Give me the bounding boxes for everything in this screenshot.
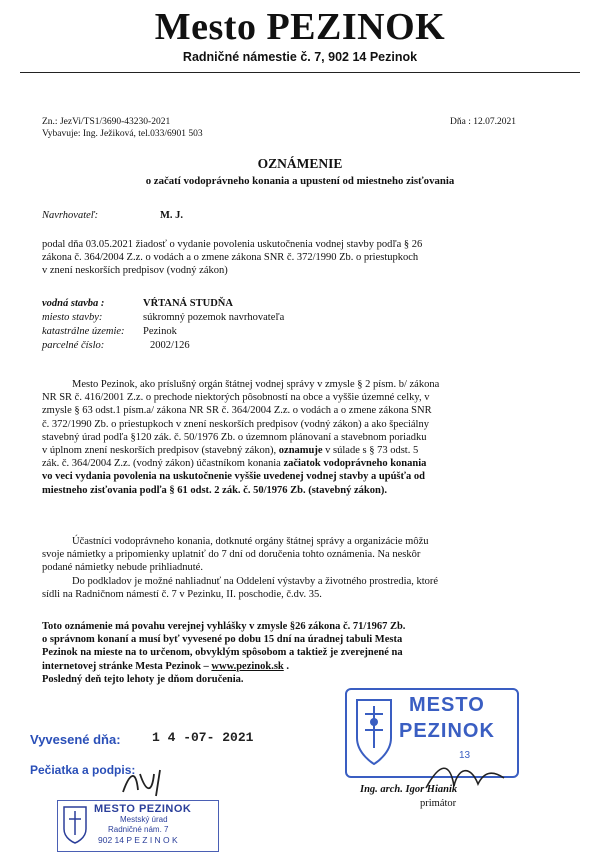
office-stamp-line1: MESTO PEZINOK [94, 803, 192, 815]
detail-value-parcel: 2002/126 [150, 340, 190, 351]
notice-subheading: o začatí vodoprávneho konania a upustení od miestneho zisťovania [145, 175, 455, 187]
detail-value-structure: VŔTANÁ STUDŇA [143, 298, 233, 309]
applicant-value: M. J. [160, 210, 184, 221]
stamp-emblem-icon [62, 805, 88, 845]
main-paragraph [42, 378, 560, 497]
participants-paragraph [42, 535, 560, 601]
stamp-signature-label: Pečiatka a podpis: [30, 763, 136, 777]
text-span: v súlade s § 73 odst. 5 [325, 445, 419, 457]
signatory-name: Ing. arch. Igor Hianik [360, 784, 458, 795]
text-line [42, 457, 560, 470]
text-line: NR SR č. 416/2001 Z.z. o prechode niektorých pôsobností na obce a vyššie územné celky, v [42, 392, 430, 404]
notice-heading: OZNÁMENIE [257, 156, 343, 171]
text-line: sídli na Radničnom námestí č. 7 v Pezinku, II. poschodie, č.dv. 35. [42, 588, 322, 600]
text-line: Toto oznámenie má povahu verejnej vyhlášky v zmysle §26 zákona č. 71/1967 Zb. [42, 621, 406, 632]
seal-line-pezinok: PEZINOK [399, 720, 495, 742]
text-line [42, 444, 560, 457]
seal-line-mesto: MESTO [409, 694, 485, 716]
intro-paragraph [42, 238, 562, 278]
text-line: zmysle § 63 odst.1 písm.a/ zákona NR SR č. 364/2004 Z.z. o vodách a o zmene zákona SNR [42, 405, 432, 417]
text-span: internetovej stránke Mesta Pezinok – [42, 660, 209, 672]
detail-label-cadastral: katastrálne územie: [42, 326, 125, 337]
header-divider [20, 72, 580, 73]
website-link[interactable]: www.pezinok.sk [211, 660, 284, 672]
detail-value-cadastral: Pezinok [143, 326, 177, 337]
text-span: . [283, 660, 290, 672]
public-notice-paragraph [42, 620, 560, 686]
detail-label-location: miesto stavby: [42, 312, 103, 323]
text-line: stavebný úrad podľa §120 zák. č. 50/1976 Zb. o územnom plánovaní a stavebnom poriadku [42, 431, 427, 443]
posted-label: Vyvesené dňa: [30, 732, 121, 747]
city-address: Radničné námestie č. 7, 902 14 Pezinok [182, 50, 418, 64]
text-span: v úplnom znení neskorších predpisov (stavebný zákon), [42, 445, 277, 457]
office-stamp-line4: 902 14 P E Z I N O K [98, 835, 178, 845]
detail-label-parcel: parcelné číslo: [42, 340, 105, 351]
text-line: podal dňa 03.05.2021 žiadosť o vydanie povolenia uskutočnenia vodnej stavby podľa § 26 [42, 239, 423, 250]
text-line: o správnom konaní a musí byť vyvesené po dobu 15 dní na úradnej tabuli Mesta [42, 634, 403, 646]
coat-of-arms-icon [353, 696, 395, 768]
detail-label-structure: vodná stavba : [42, 298, 105, 309]
start-keyword: začiatok vodoprávneho konania [283, 458, 427, 470]
text-line: Posledný deň tejto lehoty je dňom doručenia. [42, 673, 244, 685]
text-line: svoje námietky a pripomienky uplatniť do 7 dní od doručenia tohto oznámenia. Na neskôr [42, 549, 421, 561]
text-line: podané námietky nebude prihliadnuté. [42, 562, 203, 574]
announce-keyword: oznamuje [278, 445, 323, 457]
seal-number: 13 [459, 750, 471, 761]
text-line: č. 372/1990 Zb. o priestupkoch v znení neskorších predpisov (vodný zákon) a ako špeciálny [42, 418, 429, 430]
text-line: vo veci vydania povolenia na uskutočnenie vyššie uvedenej vodnej stavby a upúšťa od [42, 471, 425, 483]
text-line: Do podkladov je možné nahliadnuť na Oddelení výstavby a životného prostredia, ktoré [72, 575, 439, 587]
city-title: Mesto PEZINOK [154, 6, 446, 48]
office-stamp [57, 800, 219, 852]
signatory-title: primátor [420, 798, 457, 809]
text-line: Mesto Pezinok, ako príslušný orgán štátnej vodnej správy v zmysle § 2 písm. b/ zákona [72, 379, 440, 390]
document-date: Dňa : 12.07.2021 [450, 117, 516, 127]
detail-value-location: súkromný pozemok navrhovateľa [143, 312, 285, 323]
reference-number: Zn.: JezVi/TS1/3690-43230-2021 [42, 117, 171, 127]
text-line: v znení neskorších predpisov (vodný zákon) [42, 265, 228, 277]
text-line: miestneho zisťovania podľa § 61 odst. 2 zák. č. 50/1976 Zb. (stavebný zákon). [42, 484, 387, 496]
prepared-by: Vybavuje: Ing. Ježiková, tel.033/6901 503 [42, 129, 203, 139]
office-stamp-line3: Radničné nám. 7 [108, 825, 169, 834]
posted-date-stamp: 1 4 -07- 2021 [152, 730, 254, 745]
applicant-label: Navrhovateľ: [42, 210, 99, 221]
text-line: zákona č. 364/2004 Z.z. o vodách a o zmene zákona SNR č. 372/1990 Zb. o priestupkoch [42, 252, 419, 264]
text-line: Účastníci vodoprávneho konania, dotknuté orgány štátnej správy a organizácie môžu [72, 536, 429, 547]
office-stamp-line2: Mestský úrad [120, 815, 168, 824]
text-line: Pezinok na mieste na to určenom, obvyklým spôsobom a taktiež je zverejnené na [42, 647, 403, 659]
text-span: zák. č. 364/2004 Z.z. (vodný zákon) účastníkom konania [42, 458, 281, 470]
text-line [42, 660, 560, 673]
signature-mark-left [118, 762, 178, 802]
